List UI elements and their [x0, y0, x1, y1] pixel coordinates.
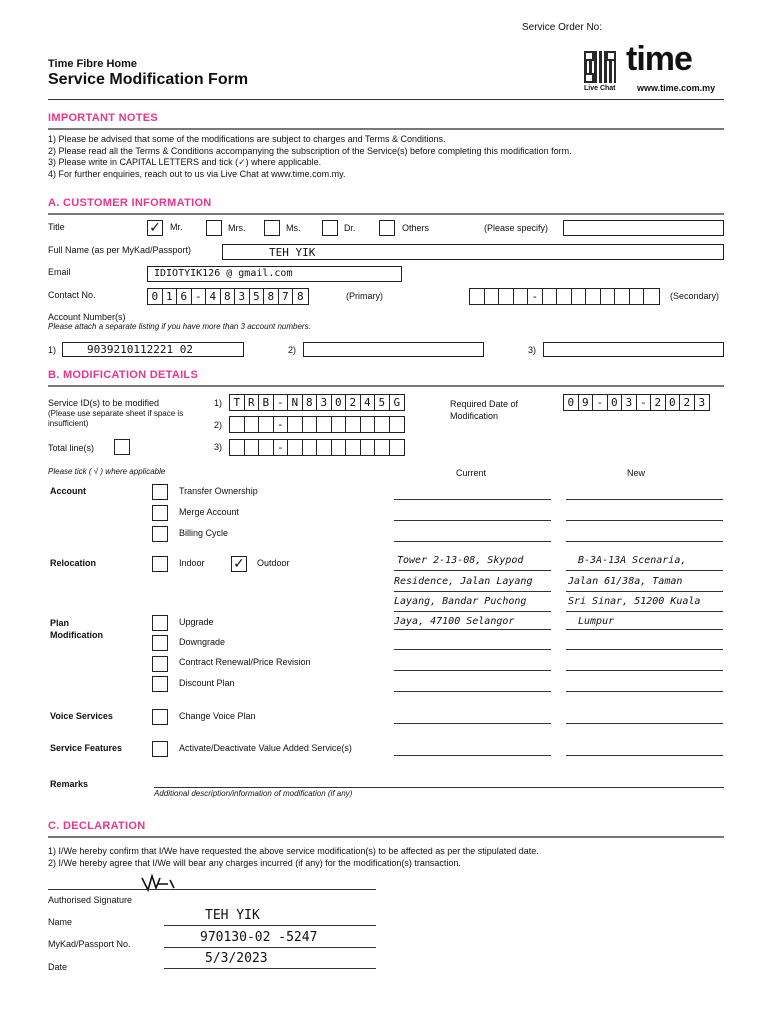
indoor-checkbox[interactable] — [152, 556, 168, 572]
indoor-label: Indoor — [179, 558, 205, 568]
current-line — [394, 723, 551, 724]
account-1-index: 1) — [48, 345, 57, 355]
account-1-value: 9039210112221 02 — [87, 343, 193, 356]
title-mr-label: Mr. — [170, 222, 183, 232]
contact-digit: 7 — [279, 289, 294, 304]
current-address-line: Residence, Jalan Layang — [394, 576, 533, 587]
service-id-char: 3 — [317, 395, 332, 410]
current-address-line: Jaya, 47100 Selangor — [394, 616, 515, 627]
account-numbers-note: Please attach a separate listing if you have more than 3 account numbers. — [48, 322, 311, 331]
account-3-field[interactable] — [543, 342, 724, 357]
new-address-line: Lumpur — [578, 616, 615, 627]
notes-heading: IMPORTANT NOTES — [48, 112, 159, 124]
title-mrs-label: Mrs. — [228, 223, 246, 233]
discount-plan-label: Discount Plan — [179, 678, 235, 688]
total-lines-field[interactable] — [114, 439, 130, 455]
current-line — [394, 691, 551, 692]
account-3-index: 3) — [528, 345, 537, 355]
declaration-item: 2) I/We hereby agree that I/We will bear any charges incurred (if any) for the modification(s) transaction. — [48, 857, 461, 868]
outdoor-checkbox[interactable]: ✓ — [231, 556, 247, 572]
contact-label: Contact No. — [48, 290, 96, 300]
current-address-line: Layang, Bandar Puchong — [394, 596, 527, 607]
title-others-checkbox[interactable] — [379, 220, 395, 236]
modification-heading: B. MODIFICATION DETAILS — [48, 369, 199, 381]
current-line — [394, 611, 551, 612]
modification-rule — [48, 385, 724, 387]
title-ms-checkbox[interactable] — [264, 220, 280, 236]
new-line — [566, 723, 723, 724]
notes-rule — [48, 128, 724, 130]
live-chat-label: Live Chat — [584, 85, 616, 92]
service-id-char: 5 — [375, 395, 390, 410]
billing-cycle-checkbox[interactable] — [152, 526, 168, 542]
new-column-label: New — [627, 468, 646, 478]
customer-rule — [48, 213, 724, 215]
service-id-2-index: 2) — [214, 420, 223, 430]
features-section-label: Service Features — [50, 743, 123, 753]
new-line — [566, 541, 723, 542]
service-id-char: N — [288, 395, 303, 410]
contact-digit: 0 — [148, 289, 163, 304]
account-1-field[interactable] — [62, 342, 244, 357]
service-id-char: R — [245, 395, 260, 410]
title-dr-label: Dr. — [344, 223, 356, 233]
new-line — [566, 570, 723, 571]
primary-label: (Primary) — [346, 291, 383, 301]
service-id-1-index: 1) — [214, 398, 223, 408]
date-char: 0 — [608, 395, 623, 410]
downgrade-label: Downgrade — [179, 637, 226, 647]
service-id-char: - — [274, 395, 289, 410]
contract-renewal-label: Contract Renewal/Price Revision — [179, 657, 311, 667]
current-line — [394, 755, 551, 756]
new-line — [566, 691, 723, 692]
date-char: 3 — [622, 395, 637, 410]
declaration-date-value: 5/3/2023 — [205, 951, 268, 966]
full-name-field[interactable] — [222, 244, 724, 260]
change-voice-plan-label: Change Voice Plan — [179, 711, 256, 721]
contact-primary-field[interactable] — [147, 288, 309, 305]
service-id-char: 4 — [361, 395, 376, 410]
service-id-char: 8 — [303, 395, 318, 410]
service-id-label: Service ID(s) to be modified — [48, 398, 160, 408]
declaration-name-value: TEH YIK — [205, 908, 260, 923]
relocation-section-label: Relocation — [50, 558, 97, 568]
declaration-heading: C. DECLARATION — [48, 820, 146, 832]
title-mrs-checkbox[interactable] — [206, 220, 222, 236]
service-id-char: B — [259, 395, 274, 410]
current-address-line: Tower 2-13-08, Skypod — [397, 555, 524, 566]
new-line — [566, 649, 723, 650]
service-id-1-field[interactable] — [229, 394, 405, 411]
contact-digit: 3 — [235, 289, 250, 304]
name-label: Name — [48, 917, 73, 927]
header-divider — [48, 99, 724, 100]
account-numbers-label: Account Number(s) — [48, 312, 126, 322]
form-title: Service Modification Form — [48, 71, 249, 88]
service-id-2-field[interactable]: - — [229, 416, 405, 433]
merge-account-checkbox[interactable] — [152, 505, 168, 521]
email-label: Email — [48, 267, 71, 277]
new-line — [566, 670, 723, 671]
email-value: IDIOTYIK126 @ gmail.com — [154, 268, 293, 279]
current-line — [394, 520, 551, 521]
mykad-value: 970130-02 -5247 — [200, 930, 318, 945]
name-line[interactable] — [164, 925, 376, 926]
required-date-field[interactable] — [563, 394, 710, 411]
required-date-label: Required Date of Modification — [450, 399, 519, 421]
signature-image — [138, 872, 182, 894]
date-char: 9 — [579, 395, 594, 410]
full-name-label: Full Name (as per MyKad/Passport) — [48, 245, 192, 255]
time-logo: time — [626, 40, 692, 78]
date-line[interactable] — [164, 968, 376, 969]
account-2-field[interactable] — [303, 342, 484, 357]
note-item: 4) For further enquiries, reach out to us via Live Chat at www.time.com.my. — [48, 168, 346, 179]
title-label: Title — [48, 222, 65, 232]
current-line — [394, 541, 551, 542]
date-char: 3 — [698, 396, 706, 409]
current-line — [394, 629, 551, 630]
title-ms-label: Ms. — [286, 223, 301, 233]
date-char: 2 — [680, 395, 695, 410]
transfer-ownership-label: Transfer Ownership — [179, 486, 258, 496]
contact-secondary-field[interactable]: - — [469, 288, 660, 305]
service-id-char: 0 — [332, 395, 347, 410]
new-line — [566, 611, 723, 612]
change-voice-plan-checkbox[interactable] — [152, 709, 168, 725]
signature-label: Authorised Signature — [48, 895, 133, 905]
tick-note: Please tick ( √ ) where applicable — [48, 467, 166, 476]
declaration-rule — [48, 836, 724, 838]
new-line — [566, 520, 723, 521]
date-char: - — [637, 395, 652, 410]
current-line — [394, 649, 551, 650]
declaration-list — [48, 846, 728, 869]
title-mr-checkbox[interactable]: ✓ — [147, 220, 163, 236]
current-column-label: Current — [456, 468, 487, 478]
service-id-3-field[interactable]: - — [229, 439, 405, 456]
contract-renewal-checkbox[interactable] — [152, 656, 168, 672]
service-order-label: Service Order No: — [522, 22, 603, 33]
outdoor-label: Outdoor — [257, 558, 290, 568]
contact-digit: 5 — [250, 289, 265, 304]
secondary-label: (Secondary) — [670, 291, 720, 301]
current-line — [394, 499, 551, 500]
current-line — [394, 670, 551, 671]
merge-account-label: Merge Account — [179, 507, 240, 517]
service-id-char: G — [393, 396, 401, 409]
notes-list — [48, 134, 728, 180]
downgrade-checkbox[interactable] — [152, 635, 168, 651]
signature-line[interactable] — [48, 889, 376, 890]
title-others-label: Others — [402, 223, 430, 233]
service-id-3-index: 3) — [214, 442, 223, 452]
note-item: 3) Please write in CAPITAL LETTERS and tick (✓) where applicable. — [48, 157, 322, 167]
please-specify-label: (Please specify) — [484, 223, 549, 233]
current-line — [394, 591, 551, 592]
upgrade-label: Upgrade — [179, 617, 214, 627]
remarks-note: Additional description/information of modification (if any) — [154, 789, 353, 798]
value-added-service-label: Activate/Deactivate Value Added Service(s) — [179, 743, 352, 753]
declaration-item: 1) I/We hereby confirm that I/We have requested the above service modification(s) to be affected as per the stipulated date. — [48, 846, 539, 856]
website-label: www.time.com.my — [637, 83, 716, 93]
transfer-ownership-checkbox[interactable] — [152, 484, 168, 500]
contact-digit: 6 — [177, 289, 192, 304]
customer-heading: A. CUSTOMER INFORMATION — [48, 197, 212, 209]
mykad-line[interactable] — [164, 947, 376, 948]
product-name: Time Fibre Home — [48, 58, 138, 70]
new-line — [566, 629, 723, 630]
title-dr-checkbox[interactable] — [322, 220, 338, 236]
new-address-line: B-3A-13A Scenaria, — [578, 555, 687, 566]
plan-section-label: Plan Modification — [50, 618, 103, 640]
upgrade-checkbox[interactable] — [152, 615, 168, 631]
date-label: Date — [48, 962, 68, 972]
contact-digit: 8 — [221, 289, 236, 304]
discount-plan-checkbox[interactable] — [152, 676, 168, 692]
date-char: 2 — [651, 395, 666, 410]
service-id-char: 2 — [346, 395, 361, 410]
contact-digit: 4 — [206, 289, 221, 304]
billing-cycle-label: Billing Cycle — [179, 528, 229, 538]
service-id-note: (Please use separate sheet if space is insufficient) — [48, 409, 184, 428]
new-line — [566, 591, 723, 592]
date-char: 0 — [666, 395, 681, 410]
title-specify-field[interactable] — [563, 220, 724, 236]
value-added-service-checkbox[interactable] — [152, 741, 168, 757]
contact-digit: 8 — [296, 290, 304, 303]
new-line — [566, 499, 723, 500]
new-line — [566, 755, 723, 756]
current-line — [394, 570, 551, 571]
account-section-label: Account — [50, 486, 86, 496]
voice-section-label: Voice Services — [50, 711, 113, 721]
new-address-line: Jalan 61/38a, Taman — [568, 576, 683, 587]
contact-digit: - — [192, 289, 207, 304]
service-id-char: T — [230, 395, 245, 410]
contact-digit: 8 — [264, 289, 279, 304]
full-name-value: TEH YIK — [269, 246, 316, 259]
contact-digit: 1 — [163, 289, 178, 304]
note-item: 1) Please be advised that some of the modifications are subject to charges and Terms & Conditions. — [48, 134, 446, 144]
account-2-index: 2) — [288, 345, 297, 355]
qr-code-icon — [584, 51, 616, 83]
new-address-line: Sri Sinar, 51200 Kuala — [568, 596, 701, 607]
total-lines-label: Total line(s) — [48, 443, 95, 453]
remarks-label: Remarks — [50, 779, 89, 789]
date-char: 0 — [564, 395, 579, 410]
date-char: - — [593, 395, 608, 410]
note-item: 2) Please read all the Terms & Conditions accompanying the subscription of the Service(s) before completing this modification form. — [48, 145, 572, 156]
email-field[interactable] — [147, 266, 402, 282]
mykad-label: MyKad/Passport No. — [48, 939, 131, 949]
remarks-line[interactable] — [154, 787, 724, 788]
